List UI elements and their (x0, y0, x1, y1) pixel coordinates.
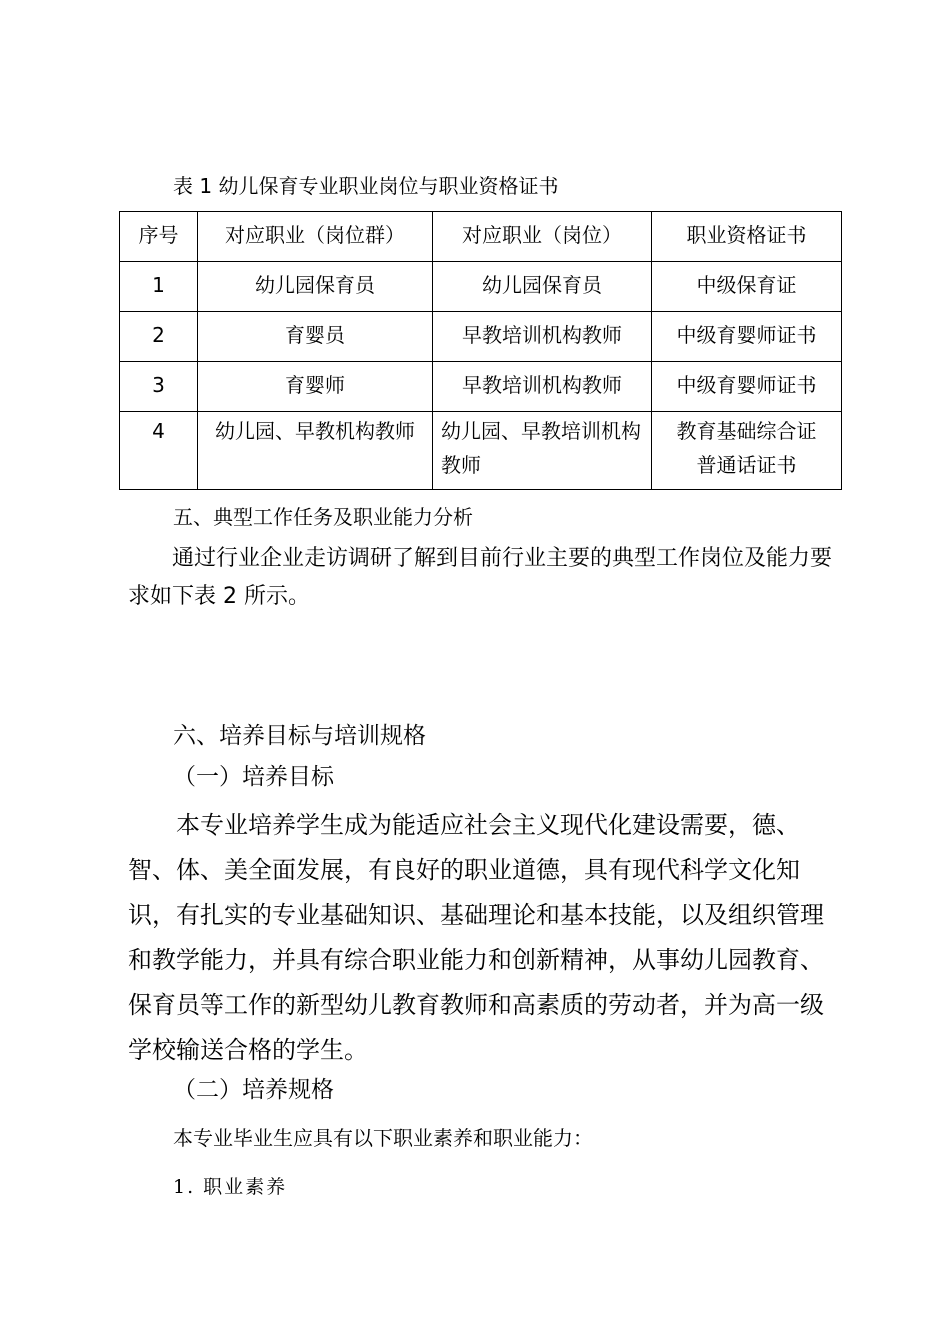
certificate-line: 教育基础综合证 (676, 419, 817, 443)
table-cell: 育婴员 (198, 312, 433, 362)
table-cell: 育婴师 (198, 362, 433, 412)
table-header-row (120, 212, 842, 262)
training-spec-paragraph: 本专业毕业生应具有以下职业素养和职业能力： (173, 1126, 593, 1150)
table-cell: 4 (120, 412, 198, 490)
table-row (120, 312, 842, 362)
table-cell: 幼儿园保育员 (198, 262, 433, 312)
header-cell: 职业资格证书 (652, 212, 842, 262)
table-caption: 表 1 幼儿保育专业职业岗位与职业资格证书 (173, 174, 559, 198)
section-heading-6: 六、培养目标与培训规格 (173, 723, 426, 749)
table-row (120, 412, 842, 490)
table-cell: 幼儿园保育员 (433, 262, 652, 312)
table-row (120, 262, 842, 312)
table-cell: 幼儿园、早教培训机构教师 (433, 412, 652, 490)
table-cell: 中级育婴师证书 (652, 312, 842, 362)
list-item-professional-quality: 1. 职业素养 (173, 1176, 288, 1198)
header-cell: 对应职业（岗位群） (198, 212, 433, 262)
table-cell: 1 (120, 262, 198, 312)
header-cell: 对应职业（岗位） (433, 212, 652, 262)
table-cell (652, 412, 842, 490)
table-cell: 幼儿园、早教机构教师 (198, 412, 433, 490)
header-cell: 序号 (120, 212, 198, 262)
table-cell: 2 (120, 312, 198, 362)
subheading-training-spec: （二）培养规格 (173, 1077, 334, 1103)
table-row (120, 362, 842, 412)
certificate-line: 普通话证书 (696, 453, 797, 477)
career-certificate-table (119, 211, 842, 490)
training-goal-paragraph: 本专业培养学生成为能适应社会主义现代化建设需要，德、智、体、美全面发展，有良好的职业道德，具有现代科学文化知识，有扎实的专业基础知识、基础理论和基本技能，以及组织管理和教学能力，并具有综合职业能力和创新精神，从事幼儿园教育、保育员等工作的新型幼儿教育教师和高素质的劳动者，并为高一级学校输送合格的学生。 (128, 811, 824, 1064)
table-cell: 中级保育证 (652, 262, 842, 312)
section-heading-5: 五、典型工作任务及职业能力分析 (173, 505, 473, 529)
table-cell: 早教培训机构教师 (433, 362, 652, 412)
section-5-paragraph: 通过行业企业走访调研了解到目前行业主要的典型工作岗位及能力要求如下表 2 所示。 (128, 546, 833, 609)
table-cell: 3 (120, 362, 198, 412)
table-cell: 早教培训机构教师 (433, 312, 652, 362)
table-cell: 中级育婴师证书 (652, 362, 842, 412)
subheading-training-goal: （一）培养目标 (173, 764, 334, 790)
